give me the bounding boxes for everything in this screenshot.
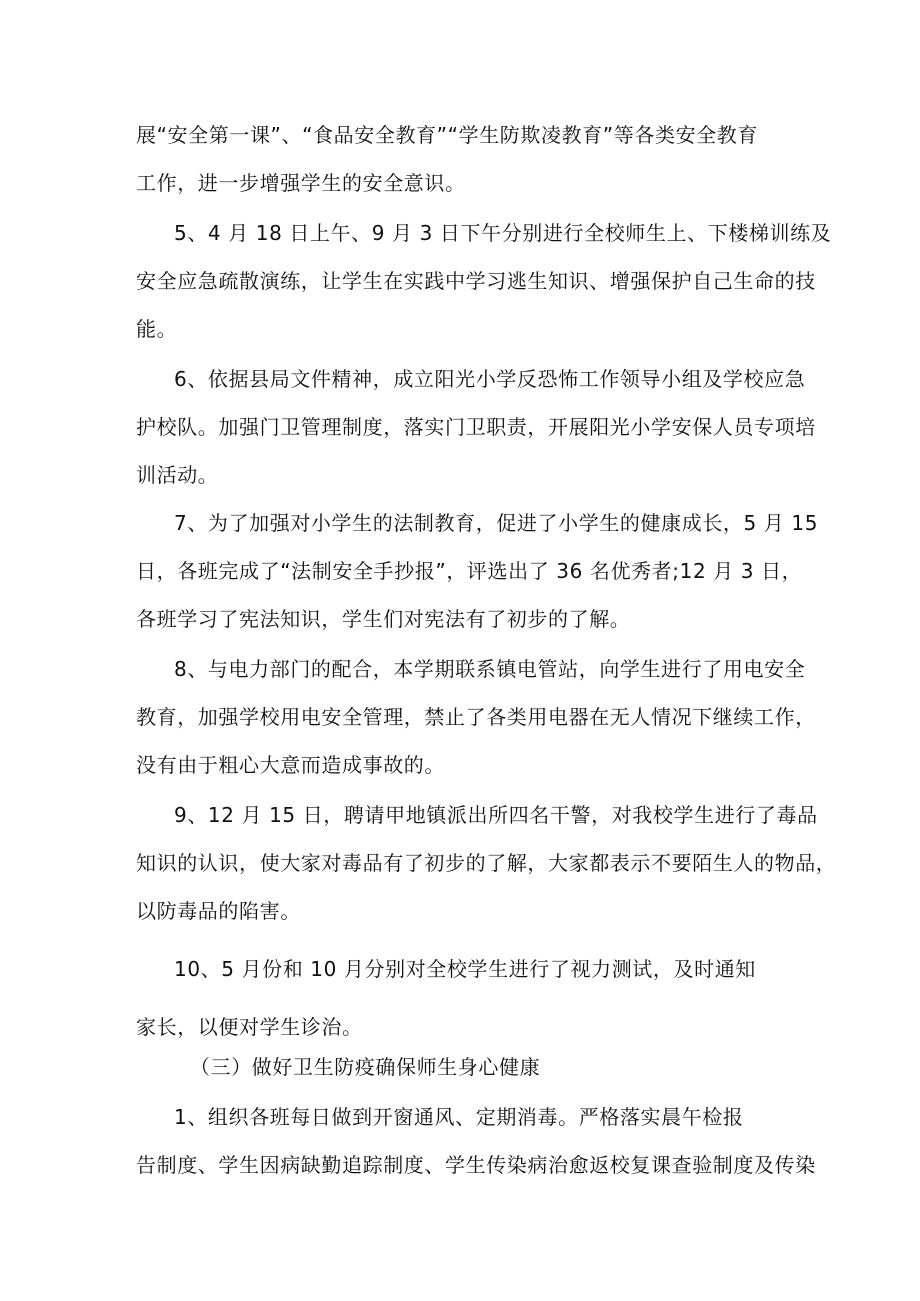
text-line: 没有由于粗心大意而造成事故的。 <box>136 753 445 777</box>
text-line: 展“安全第一课”、“食品安全教育”“学生防欺凌教育”等各类安全教育 <box>136 123 758 147</box>
section-heading: （三）做好卫生防疫确保师生身心健康 <box>190 1055 541 1079</box>
text-line: 日，各班完成了“法制安全手抄报”，评选出了 36 名优秀者;12 月 3 日， <box>136 559 803 583</box>
text-line: 以防毒品的陷害。 <box>136 899 301 923</box>
paragraph-6-line-1: 6、依据县局文件精神，成立阳光小学反恐怖工作领导小组及学校应急 <box>174 367 806 391</box>
text-line: 各班学习了宪法知识，学生们对宪法有了初步的了解。 <box>136 607 631 631</box>
paragraph-5-line-1: 5、4 月 18 日上午、9 月 3 日下午分别进行全校师生上、下楼梯训练及 <box>174 221 832 245</box>
text-line: 能。 <box>136 317 178 341</box>
text-line: 家长，以便对学生诊治。 <box>136 1015 363 1039</box>
text-line: 教育，加强学校用电安全管理，禁止了各类用电器在无人情况下继续工作， <box>136 705 816 729</box>
text-line: 知识的认识，使大家对毒品有了初步的了解，大家都表示不要陌生人的物品， <box>136 851 837 875</box>
paragraph-hygiene-line-1: 1、组织各班每日做到开窗通风、定期消毒。严格落实晨午检报 <box>174 1105 744 1129</box>
paragraph-9-line-1: 9、12 月 15 日，聘请甲地镇派出所四名干警，对我校学生进行了毒品 <box>174 803 818 827</box>
text-line: 告制度、学生因病缺勤追踪制度、学生传染病治愈返校复课查验制度及传染 <box>136 1153 816 1177</box>
text-line: 安全应急疏散演练，让学生在实践中学习逃生知识、增强保护自己生命的技 <box>136 269 816 293</box>
paragraph-8-line-1: 8、与电力部门的配合，本学期联系镇电管站，向学生进行了用电安全 <box>174 657 806 681</box>
text-line: 护校队。加强门卫管理制度，落实门卫职责，开展阳光小学安保人员专项培 <box>136 415 816 439</box>
paragraph-7-line-1: 7、为了加强对小学生的法制教育，促进了小学生的健康成长，5 月 15 <box>174 511 819 535</box>
paragraph-10-line-1: 10、5 月份和 10 月分别对全校学生进行了视力测试，及时通知 <box>174 957 756 981</box>
text-line: 训活动。 <box>136 463 219 487</box>
text-line: 工作，进一步增强学生的安全意识。 <box>136 171 466 195</box>
